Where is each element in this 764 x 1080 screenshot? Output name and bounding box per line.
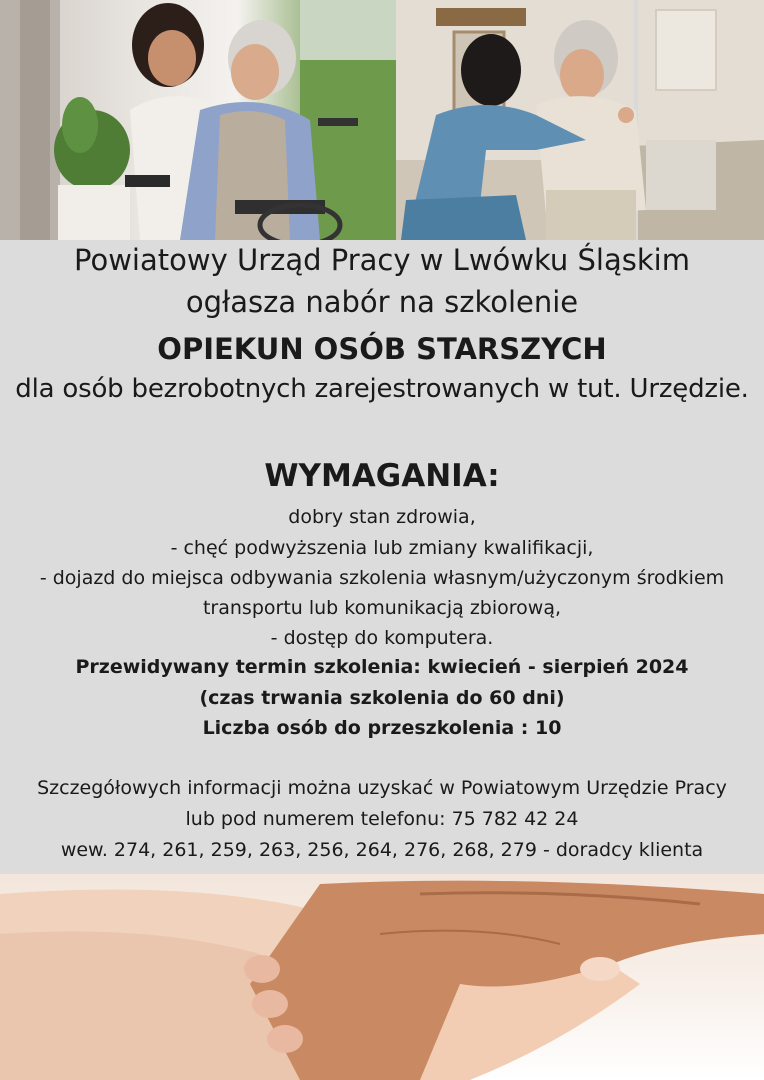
photo-nurse-helping-senior	[396, 0, 764, 240]
requirement-item: - dojazd do miejsca odbywania szkolenia własnym/użyczonym środkiem	[39, 567, 725, 589]
course-title: OPIEKUN OSÓB STARSZYCH	[157, 332, 607, 366]
header-photos	[0, 0, 764, 240]
contact-extensions: wew. 274, 261, 259, 263, 256, 264, 276, 268, 279 - doradcy klienta	[60, 839, 704, 861]
training-duration: (czas trwania szkolenia do 60 dni)	[199, 687, 565, 709]
announcement-line: ogłasza nabór na szkolenie	[185, 285, 579, 319]
requirement-item: - dostęp do komputera.	[270, 627, 494, 649]
contact-info: Szczegółowych informacji można uzyskać w Powiatowym Urzędzie Pracy	[37, 777, 727, 799]
contact-phone: lub pod numerem telefonu: 75 782 42 24	[185, 808, 579, 830]
photo-holding-hands	[0, 874, 764, 1080]
requirement-item: dobry stan zdrowia,	[288, 506, 476, 528]
office-name: Powiatowy Urząd Pracy w Lwówku Śląskim	[74, 243, 690, 277]
requirement-item: - chęć podwyższenia lub zmiany kwalifikacji,	[170, 537, 594, 559]
participants-count: Liczba osób do przeszkolenia : 10	[202, 717, 562, 739]
announcement-text	[0, 240, 764, 874]
target-audience: dla osób bezrobotnych zarejestrowanych w tut. Urzędzie.	[15, 374, 749, 404]
training-term: Przewidywany termin szkolenia: kwiecień - sierpień 2024	[75, 656, 689, 678]
requirement-item: transportu lub komunikacją zbiorową,	[202, 597, 561, 619]
requirements-heading: WYMAGANIA:	[264, 458, 500, 494]
photo-caregiver-with-wheelchair-user	[0, 0, 396, 240]
